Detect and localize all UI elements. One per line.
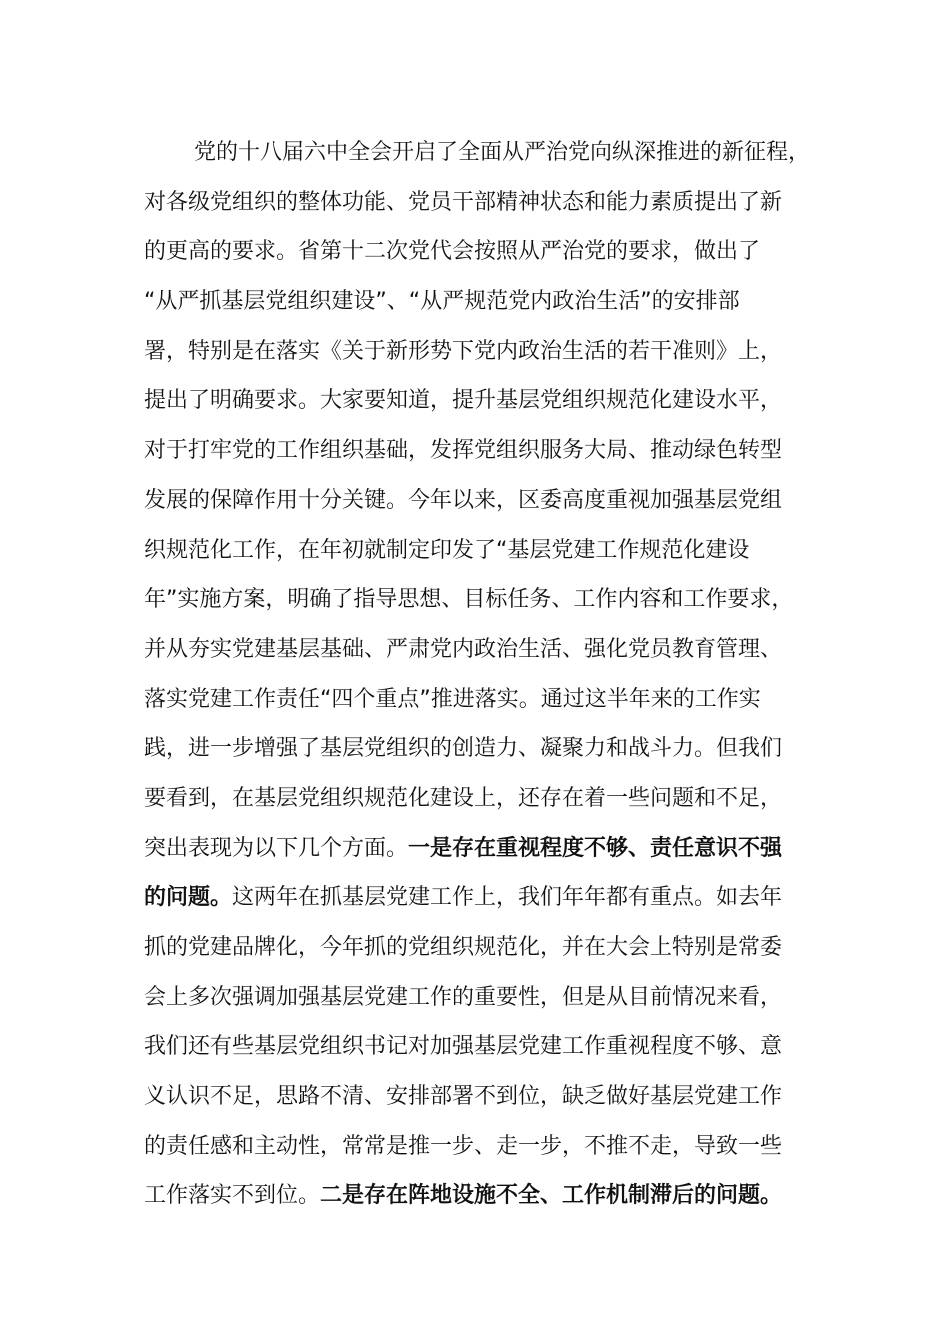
text-line: 我们还有些基层党组织书记对加强基层党建工作重视程度不够、意	[144, 1034, 783, 1060]
text-line: 提出了明确要求。大家要知道，提升基层党组织规范化建设水平，	[144, 388, 783, 414]
bold-heading-phrase: 的问题。	[144, 885, 233, 911]
text-line: 年”实施方案，明确了指导思想、目标任务、工作内容和工作要求，	[144, 587, 794, 613]
text-line: 义认识不足，思路不清、安排部署不到位，缺乏做好基层党建工作	[144, 1084, 783, 1110]
text-line: 要看到，在基层党组织规范化建设上，还存在着一些问题和不足，	[144, 785, 783, 811]
text-line: 发展的保障作用十分关键。今年以来，区委高度重视加强基层党组	[144, 487, 783, 513]
bold-heading-phrase: 一是存在重视程度不够、责任意识不强	[408, 835, 783, 861]
text-line: 的更高的要求。省第十二次党代会按照从严治党的要求，做出了	[144, 239, 761, 265]
text-line: 践，进一步增强了基层党组织的创造力、凝聚力和战斗力。但我们	[144, 736, 783, 762]
text-line: 署，特别是在落实《关于新形势下党内政治生活的若干准则》上，	[144, 338, 783, 364]
text-line: 抓的党建品牌化，今年抓的党组织规范化，并在大会上特别是常委	[144, 935, 783, 960]
text-line: 会上多次强调加强基层党建工作的重要性，但是从目前情况来看，	[144, 984, 783, 1010]
text-line: 对各级党组织的整体功能、党员干部精神状态和能力素质提出了新	[144, 189, 783, 215]
text-line: “从严抓基层党组织建设”、“从严规范党内政治生活”的安排部	[144, 289, 740, 315]
text-line: 织规范化工作，在年初就制定印发了“基层党建工作规范化建设	[144, 537, 750, 563]
text-line: 党的十八届六中全会开启了全面从严治党向纵深推进的新征程，	[194, 140, 811, 165]
body-text	[144, 128, 811, 1221]
bold-heading-phrase: 二是存在阵地设施不全、工作机制滞后的问题。	[320, 1183, 783, 1209]
text-line: 并从夯实党建基层基础、严肃党内政治生活、强化党员教育管理、	[144, 636, 783, 662]
text-line: 的问题。这两年在抓基层党建工作上，我们年年都有重点。如去年	[144, 885, 783, 911]
text-line: 的责任感和主动性，常常是推一步、走一步，不推不走，导致一些	[144, 1133, 783, 1159]
text-line: 对于打牢党的工作组织基础，发挥党组织服务大局、推动绿色转型	[144, 438, 783, 464]
text-line: 工作落实不到位。二是存在阵地设施不全、工作机制滞后的问题。	[144, 1183, 783, 1209]
text-line: 突出表现为以下几个方面。一是存在重视程度不够、责任意识不强	[144, 835, 783, 861]
text-line: 落实党建工作责任“四个重点”推进落实。通过这半年来的工作实	[144, 686, 761, 712]
